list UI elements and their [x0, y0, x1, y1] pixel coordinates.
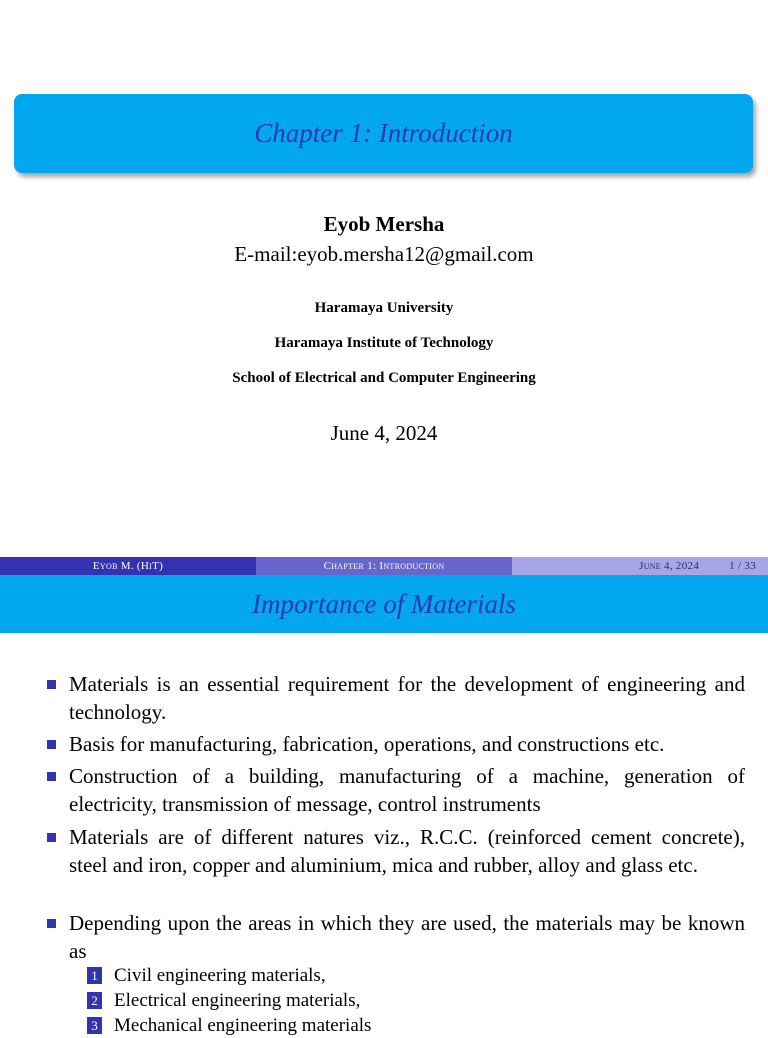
bullet-item [47, 730, 745, 758]
enum-text: Mechanical engineering materials [114, 1015, 372, 1036]
page-number: 1 / 33 [729, 560, 756, 572]
bullet-text: Construction of a building, manufacturing of a machine, generation of electricity, transmission of message, control instruments [69, 764, 745, 816]
author-name: Eyob Mersha [323, 212, 445, 236]
enum-number-badge: 3 [87, 1017, 102, 1034]
bullet-text: Materials are of different natures viz., R.C.C. (reinforced cement concrete), steel and iron, copper and aluminium, mica and rubber, alloy and glass etc. [69, 825, 745, 877]
footer-chapter: Chapter 1: Introduction [256, 557, 512, 575]
bullet-item [47, 823, 745, 879]
square-bullet-icon [47, 740, 56, 749]
author-email: E-mail:eyob.mersha12@gmail.com [234, 242, 534, 266]
bullet-text: Depending upon the areas in which they are used, the materials may be known as [69, 911, 745, 963]
enum-number-badge: 2 [87, 992, 102, 1009]
square-bullet-icon [47, 680, 56, 689]
institution-university: Haramaya University [314, 300, 454, 316]
footer-bar [0, 557, 768, 575]
slide-title: Chapter 1: Introduction [254, 118, 513, 148]
enumerated-item [87, 989, 360, 1013]
slide-content [0, 633, 768, 1036]
footer-date: June 4, 2024 [639, 560, 700, 572]
bullet-item [47, 670, 745, 726]
enumerated-item [87, 1014, 371, 1038]
bullet-text: Materials is an essential requirement for the development of engineering and technology. [69, 672, 745, 724]
frame-title-bar [0, 575, 768, 633]
institution-institute: Haramaya Institute of Technology [274, 335, 494, 351]
title-box [14, 94, 753, 173]
square-bullet-icon [47, 833, 56, 842]
square-bullet-icon [47, 772, 56, 781]
footer-author: Eyob M. (HiT) [0, 557, 256, 575]
bullet-text: Basis for manufacturing, fabrication, operations, and constructions etc. [69, 732, 665, 756]
presentation-date: June 4, 2024 [330, 421, 438, 445]
bullet-item [47, 909, 745, 965]
institution-school: School of Electrical and Computer Engineering [232, 370, 536, 386]
enumerated-item [87, 964, 326, 988]
enum-text: Electrical engineering materials, [114, 990, 361, 1011]
enum-number-badge: 1 [87, 967, 102, 984]
enum-text: Civil engineering materials, [114, 965, 326, 986]
bullet-item [47, 762, 745, 818]
frame-title: Importance of Materials [252, 588, 516, 619]
footer-right [512, 557, 768, 575]
square-bullet-icon [47, 919, 56, 928]
